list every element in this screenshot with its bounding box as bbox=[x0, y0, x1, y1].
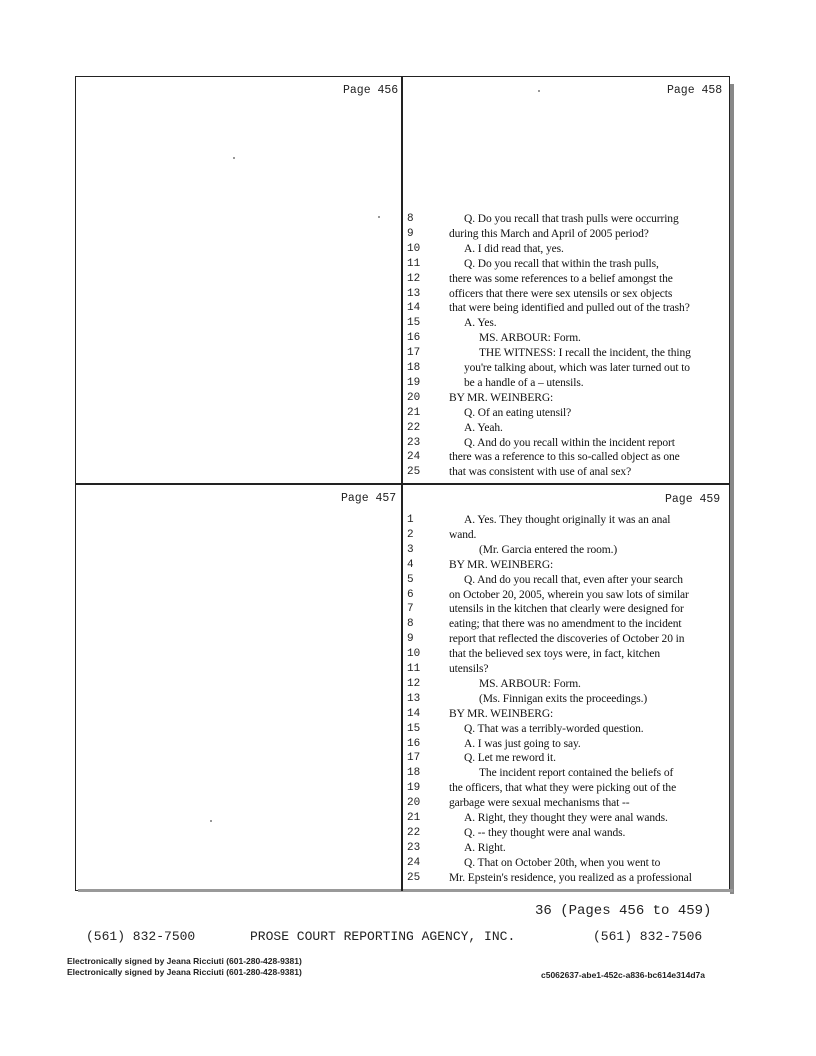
page-459-lines bbox=[407, 514, 727, 890]
line-number: 20 bbox=[407, 797, 421, 810]
line-text: Q. Of an eating utensil? bbox=[464, 406, 572, 419]
line-text: BY MR. WEINBERG: bbox=[449, 391, 554, 404]
line-text: there was a reference to this so-called object as one bbox=[449, 451, 680, 464]
transcript-line bbox=[407, 544, 727, 559]
page-458-label: Page 458 bbox=[667, 84, 723, 97]
line-number: 9 bbox=[407, 227, 414, 240]
transcript-line bbox=[407, 332, 727, 347]
line-text: A. Yeah. bbox=[464, 421, 503, 434]
transcript-line bbox=[407, 633, 727, 648]
line-text: Q. Do you recall that trash pulls were occurring bbox=[464, 213, 679, 225]
line-number: 17 bbox=[407, 347, 421, 360]
transcript-line bbox=[407, 317, 727, 332]
line-text: the officers, that what they were picking out of the bbox=[449, 782, 677, 795]
page-458-lines bbox=[407, 213, 727, 483]
line-text: that the believed sex toys were, in fact, kitchen bbox=[449, 648, 660, 661]
line-text: A. I was just going to say. bbox=[464, 737, 581, 750]
line-number: 4 bbox=[407, 558, 414, 571]
line-number: 10 bbox=[407, 242, 421, 255]
transcript-line bbox=[407, 663, 727, 678]
transcript-line bbox=[407, 422, 727, 437]
line-number: 19 bbox=[407, 376, 421, 389]
transcript-line bbox=[407, 797, 727, 812]
footer-agency-name: PROSE COURT REPORTING AGENCY, INC. bbox=[250, 929, 516, 944]
line-text: The incident report contained the beliefs of bbox=[479, 767, 674, 780]
line-number: 21 bbox=[407, 812, 421, 824]
line-text: Q. And do you recall that, even after your search bbox=[464, 573, 683, 586]
transcript-line bbox=[407, 827, 727, 842]
page-456-label: Page 456 bbox=[343, 84, 399, 97]
page-456-panel bbox=[76, 77, 401, 483]
line-text: Q. Let me reword it. bbox=[464, 752, 556, 765]
transcript-line bbox=[407, 603, 727, 618]
line-number: 19 bbox=[407, 782, 421, 795]
line-text: garbage were sexual mechanisms that -- bbox=[449, 797, 630, 810]
transcript-line bbox=[407, 347, 727, 362]
line-number: 24 bbox=[407, 451, 421, 464]
line-text: A. Yes. bbox=[464, 317, 497, 330]
transcript-line bbox=[407, 812, 727, 827]
transcript-line bbox=[407, 574, 727, 589]
line-text: during this March and April of 2005 period? bbox=[449, 227, 649, 240]
line-text: there was some references to a belief amongst the bbox=[449, 272, 673, 285]
transcript-line bbox=[407, 678, 727, 693]
transcript-line bbox=[407, 723, 727, 738]
line-number: 2 bbox=[407, 528, 414, 541]
electronic-signature-2: Electronically signed by Jeana Ricciuti (601-280-428-9381) bbox=[67, 967, 302, 977]
line-number: 20 bbox=[407, 391, 421, 404]
line-text: that was consistent with use of anal sex? bbox=[449, 466, 632, 479]
line-number: 23 bbox=[407, 841, 421, 854]
footer-phone-left: (561) 832-7500 bbox=[86, 929, 196, 944]
line-text: Q. -- they thought were anal wands. bbox=[464, 826, 626, 839]
line-number: 13 bbox=[407, 287, 421, 300]
line-number: 10 bbox=[407, 648, 421, 661]
line-number: 11 bbox=[407, 663, 421, 675]
transcript-line bbox=[407, 437, 727, 452]
line-number: 24 bbox=[407, 856, 421, 869]
line-text: utensils in the kitchen that clearly were designed for bbox=[449, 603, 684, 616]
transcript-line bbox=[407, 407, 727, 422]
transcript-line bbox=[407, 362, 727, 377]
line-text: officers that there were sex utensils or sex objects bbox=[449, 287, 673, 300]
line-text: Q. Do you recall that within the trash pulls, bbox=[464, 257, 659, 270]
transcript-line bbox=[407, 288, 727, 303]
transcript-line bbox=[407, 213, 727, 228]
line-text: you're talking about, which was later turned out to bbox=[464, 362, 690, 374]
line-text: A. Yes. They thought originally it was an anal bbox=[464, 514, 671, 526]
line-number: 18 bbox=[407, 362, 421, 374]
transcript-line bbox=[407, 392, 727, 407]
transcript-line bbox=[407, 857, 727, 872]
page-457-panel bbox=[76, 485, 401, 890]
line-number: 3 bbox=[407, 543, 414, 556]
transcript-line bbox=[407, 559, 727, 574]
scan-speck bbox=[538, 90, 540, 92]
transcript-line bbox=[407, 738, 727, 753]
line-number: 7 bbox=[407, 603, 414, 616]
transcript-line bbox=[407, 514, 727, 529]
line-number: 22 bbox=[407, 826, 421, 839]
line-number: 9 bbox=[407, 633, 414, 646]
transcript-line bbox=[407, 273, 727, 288]
transcript-line bbox=[407, 451, 727, 466]
line-number: 15 bbox=[407, 317, 421, 330]
transcript-line bbox=[407, 618, 727, 633]
transcript-line bbox=[407, 708, 727, 723]
transcript-line bbox=[407, 243, 727, 258]
line-text: (Mr. Garcia entered the room.) bbox=[479, 543, 618, 556]
transcript-line bbox=[407, 648, 727, 663]
transcript-line bbox=[407, 529, 727, 544]
transcript-line bbox=[407, 767, 727, 782]
line-number: 12 bbox=[407, 272, 421, 285]
line-number: 12 bbox=[407, 677, 421, 690]
line-text: A. Right. bbox=[464, 841, 506, 854]
line-text: A. Right, they thought they were anal wands. bbox=[464, 812, 668, 824]
line-number: 13 bbox=[407, 692, 421, 705]
line-text: BY MR. WEINBERG: bbox=[449, 558, 554, 571]
transcript-line bbox=[407, 228, 727, 243]
line-number: 8 bbox=[407, 618, 414, 631]
line-text: MS. ARBOUR: Form. bbox=[479, 677, 581, 690]
line-number: 22 bbox=[407, 421, 421, 434]
line-number: 25 bbox=[407, 466, 421, 479]
footer-phone-right: (561) 832-7506 bbox=[593, 929, 703, 944]
transcript-line bbox=[407, 693, 727, 708]
line-number: 14 bbox=[407, 302, 421, 315]
footer-page-range: 36 (Pages 456 to 459) bbox=[535, 903, 712, 919]
transcript-line bbox=[407, 842, 727, 857]
line-number: 17 bbox=[407, 752, 421, 765]
line-number: 18 bbox=[407, 767, 421, 780]
frame-scan-edge-right bbox=[730, 84, 734, 894]
page-459-label: Page 459 bbox=[665, 493, 721, 506]
line-number: 23 bbox=[407, 436, 421, 449]
line-number: 15 bbox=[407, 722, 421, 735]
transcript-line bbox=[407, 782, 727, 797]
line-text: Q. That was a terribly-worded question. bbox=[464, 722, 644, 735]
line-number: 6 bbox=[407, 588, 414, 601]
line-number: 8 bbox=[407, 213, 414, 225]
scan-speck bbox=[233, 157, 235, 159]
line-number: 16 bbox=[407, 332, 421, 345]
line-text: eating; that there was no amendment to the incident bbox=[449, 618, 682, 631]
transcript-line bbox=[407, 872, 727, 887]
line-text: Mr. Epstein's residence, you realized as a professional bbox=[449, 871, 692, 884]
line-text: BY MR. WEINBERG: bbox=[449, 707, 554, 720]
scan-speck bbox=[378, 216, 380, 218]
line-text: report that reflected the discoveries of October 20 in bbox=[449, 633, 685, 646]
line-number: 21 bbox=[407, 406, 421, 419]
line-text: that were being identified and pulled out of the trash? bbox=[449, 302, 690, 315]
transcript-line bbox=[407, 377, 727, 392]
transcript-line bbox=[407, 466, 727, 481]
line-text: utensils? bbox=[449, 663, 489, 675]
electronic-signature-1: Electronically signed by Jeana Ricciuti (601-280-428-9381) bbox=[67, 956, 302, 966]
line-number: 14 bbox=[407, 707, 421, 720]
line-number: 11 bbox=[407, 257, 421, 270]
document-hash: c5062637-abe1-452c-a836-bc614e314d7a bbox=[541, 970, 705, 980]
line-text: MS. ARBOUR: Form. bbox=[479, 332, 581, 345]
transcript-line bbox=[407, 589, 727, 604]
line-number: 1 bbox=[407, 514, 414, 526]
line-text: THE WITNESS: I recall the incident, the thing bbox=[479, 347, 691, 360]
page-457-label: Page 457 bbox=[341, 492, 397, 505]
line-number: 16 bbox=[407, 737, 421, 750]
line-text: wand. bbox=[449, 528, 477, 541]
transcript-line bbox=[407, 258, 727, 273]
transcript-line bbox=[407, 752, 727, 767]
line-text: Q. That on October 20th, when you went to bbox=[464, 856, 661, 869]
line-text: A. I did read that, yes. bbox=[464, 242, 564, 255]
line-text: (Ms. Finnigan exits the proceedings.) bbox=[479, 692, 648, 705]
transcript-line bbox=[407, 302, 727, 317]
line-number: 5 bbox=[407, 573, 414, 586]
scan-speck bbox=[210, 820, 212, 822]
line-text: on October 20, 2005, wherein you saw lots of similar bbox=[449, 588, 689, 601]
line-text: be a handle of a – utensils. bbox=[464, 376, 584, 389]
line-number: 25 bbox=[407, 871, 421, 884]
line-text: Q. And do you recall within the incident report bbox=[464, 436, 675, 449]
